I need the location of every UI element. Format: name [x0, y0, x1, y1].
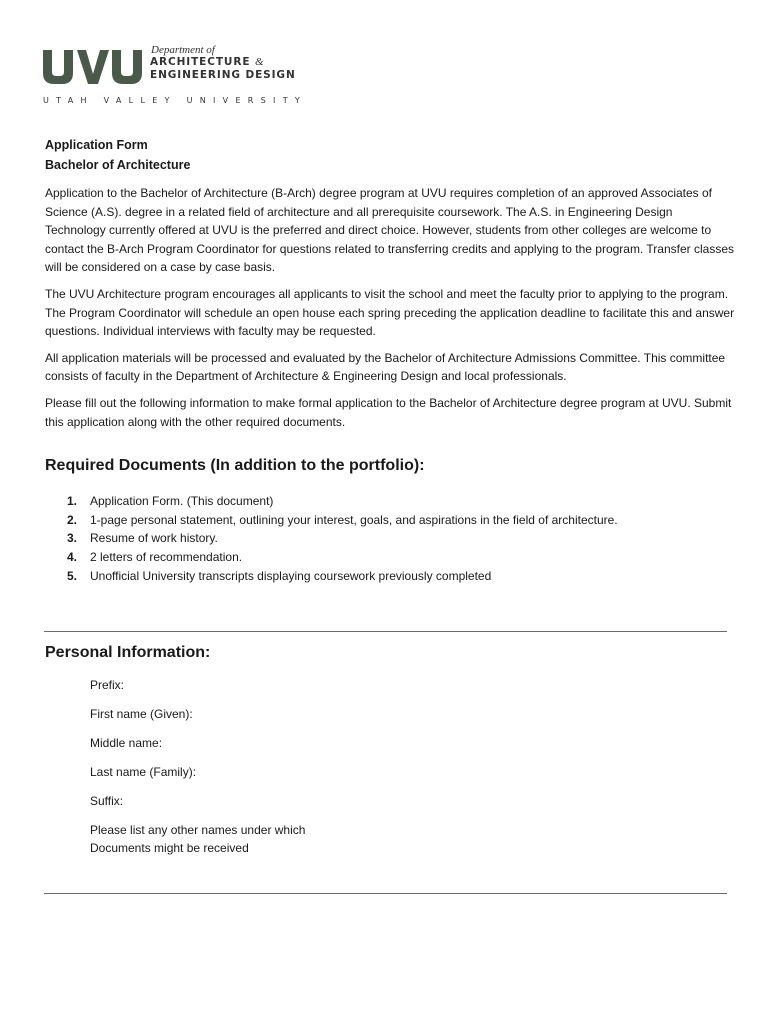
section-divider-bottom: [44, 893, 727, 894]
suffix-field-label[interactable]: Suffix:: [90, 794, 124, 808]
list-text: Unofficial University transcripts displaying coursework previously completed: [90, 568, 492, 583]
required-documents-list: [45, 492, 735, 585]
list-item: [45, 529, 735, 548]
list-item: [45, 511, 735, 530]
university-name: UTAH VALLEY UNIVERSITY: [43, 96, 308, 105]
form-intro: [45, 135, 735, 585]
personal-information-heading: Personal Information:: [45, 644, 211, 661]
list-number: 5.: [67, 568, 78, 583]
dept-line-architecture: [150, 56, 300, 69]
uvu-logo-mark: [43, 50, 143, 84]
paragraph-visit: The UVU Architecture program encourages all applicants to visit the school and meet the faculty prior to applying to the program. The Program Coordinator will schedule an open house each spring preceding the application deadline to facilitate this and answer questions. Individual interviews with faculty may be requested.: [45, 286, 735, 339]
personal-information-section: [45, 643, 725, 857]
first-name-field-label[interactable]: First name (Given):: [90, 707, 193, 721]
uvu-department-logo: [43, 44, 308, 108]
prefix-field-label[interactable]: Prefix:: [90, 678, 125, 692]
dept-line-engineering: ENGINEERING DESIGN: [150, 69, 296, 81]
paragraph-committee: All application materials will be processed and evaluated by the Bachelor of Architecture Admissions Committee. This committee consists of faculty in the Department of Architecture & Engineering Design and local professionals.: [45, 350, 726, 384]
list-item: [45, 567, 735, 586]
paragraph-instructions: Please fill out the following information to make formal application to the Bachelor of Architecture degree program at UVU. Submit this application along with the other required documents.: [45, 395, 732, 429]
dept-prefix: Department of: [151, 44, 215, 56]
list-number: 4.: [67, 549, 78, 564]
list-text: Resume of work history.: [90, 531, 218, 546]
list-item: [45, 548, 735, 567]
list-number: 1.: [67, 494, 78, 509]
form-title: Application Form: [45, 138, 148, 152]
form-subtitle: Bachelor of Architecture: [45, 158, 191, 172]
list-item: [45, 492, 735, 511]
other-names-field-label[interactable]: [90, 821, 725, 857]
department-name: [150, 44, 300, 82]
list-number: 2.: [67, 512, 78, 527]
list-text: 1-page personal statement, outlining your interest, goals, and aspirations in the field of architecture.: [90, 512, 618, 527]
paragraph-requirements: Application to the Bachelor of Architecture (B-Arch) degree program at UVU requires completion of an approved Associates of Science (A.S). degree in a related field of architecture and all prerequisite coursework. The A.S. in Engineering Design Technology currently offered at UVU is the preferred and direct choice. However, students from other colleges are welcome to contact the B-Arch Program Coordinator for questions related to transferring credits and applying to the program. Transfer classes will be considered on a case by case basis.: [45, 186, 735, 275]
other-names-line-1: Please list any other names under which: [90, 823, 306, 837]
required-documents-heading: Required Documents (In addition to the portfolio):: [45, 457, 425, 475]
middle-name-field-label[interactable]: Middle name:: [90, 736, 163, 750]
section-divider-top: [44, 631, 727, 632]
dept-architecture-text: ARCHITECTURE: [150, 56, 251, 68]
last-name-field-label[interactable]: Last name (Family):: [90, 765, 197, 779]
dept-ampersand: &: [254, 56, 265, 68]
personal-fields: [45, 676, 725, 857]
other-names-line-2: Documents might be received: [90, 841, 249, 855]
list-text: Application Form. (This document): [90, 494, 274, 509]
list-number: 3.: [67, 531, 78, 546]
list-text: 2 letters of recommendation.: [90, 549, 243, 564]
